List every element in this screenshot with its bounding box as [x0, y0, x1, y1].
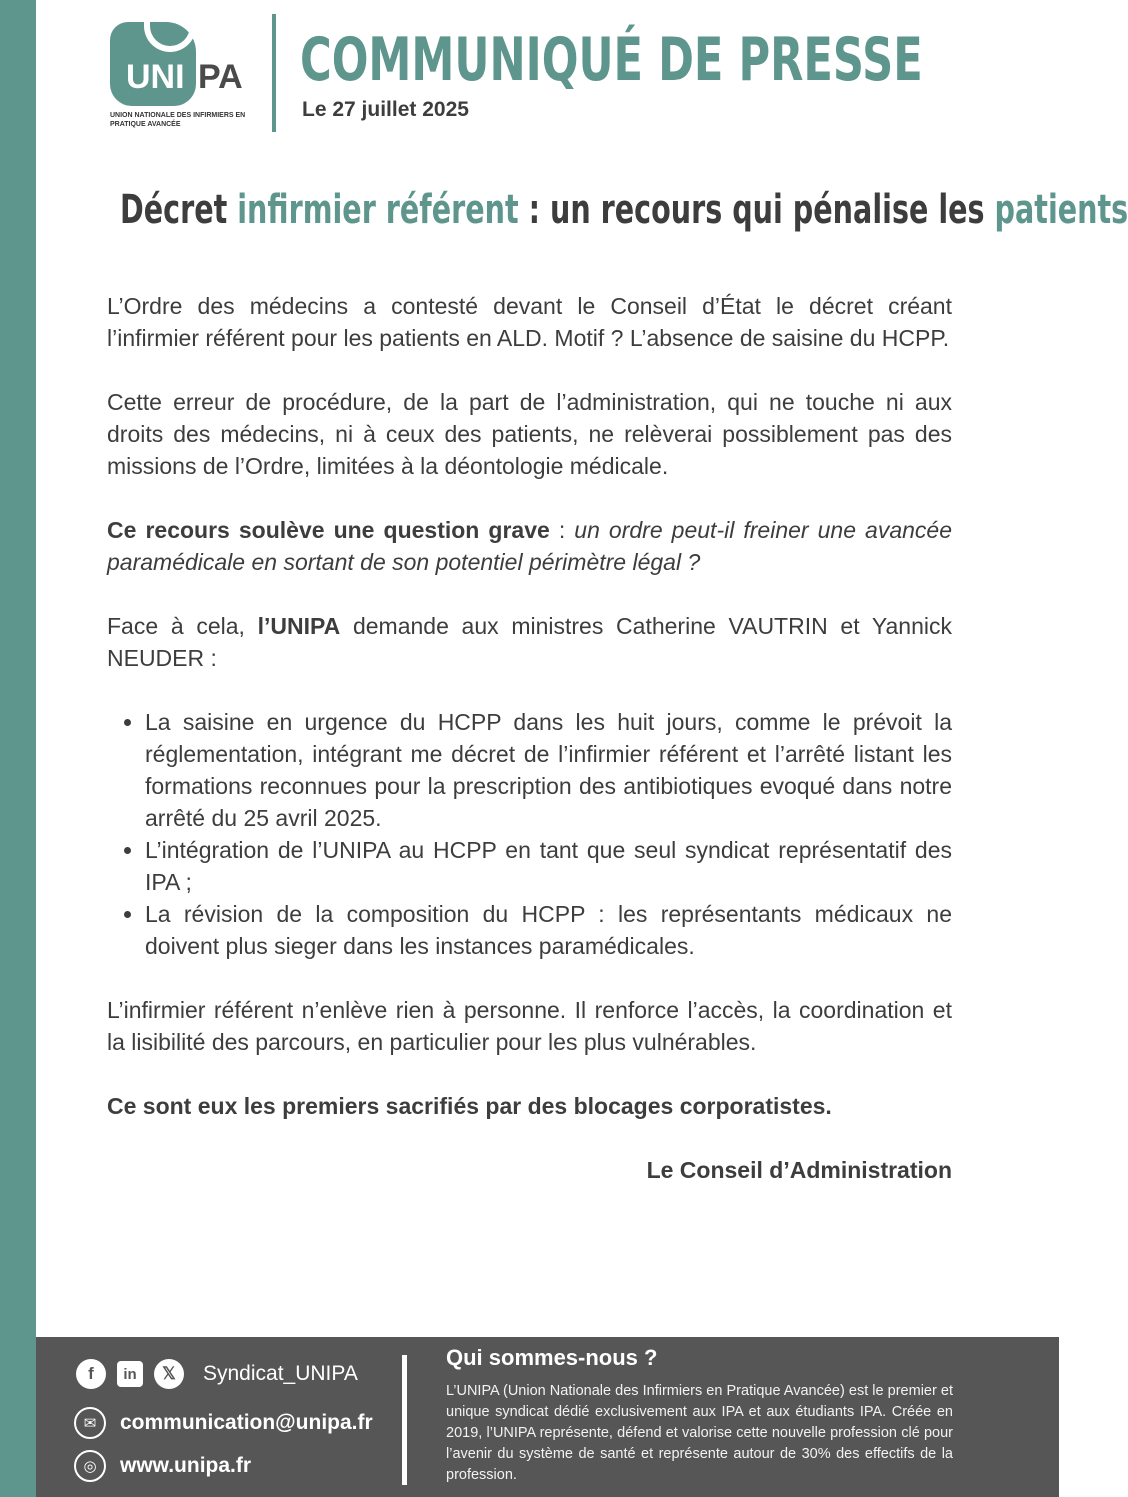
linkedin-icon[interactable]: in — [117, 1361, 143, 1387]
paragraph-4-start: Face à cela, — [107, 613, 258, 639]
email-icon: ✉ — [74, 1407, 106, 1439]
social-links — [76, 1357, 358, 1391]
logo-text-uni: UNI — [126, 58, 185, 96]
facebook-icon[interactable]: f — [76, 1359, 106, 1389]
headline-part2: : un recours qui pénalise les — [518, 187, 995, 233]
closing-statement: Ce sont eux les premiers sacrifiés par des blocages corporatistes. — [107, 1093, 832, 1119]
x-icon[interactable]: 𝕏 — [154, 1359, 184, 1389]
globe-icon: ◎ — [74, 1450, 106, 1482]
headline-accent-1: infirmier référent — [237, 187, 519, 233]
list-item: • La révision de la composition du HCPP : les représentants médicaux ne doivent plus sieger dans les instances paramédicales. — [145, 898, 952, 962]
paragraph-4-end: demande aux ministres Catherine VAUTRIN et Yannick NEUDER : — [107, 613, 952, 671]
list-item: • L’intégration de l’UNIPA au HCPP en tant que seul syndicat représentatif des IPA ; — [145, 834, 952, 898]
logo-swirl — [144, 20, 196, 52]
logo-caption: UNION NATIONALE DES INFIRMIERS EN PRATIQUE AVANCÉE — [110, 112, 246, 128]
email-link[interactable]: communication@unipa.fr — [120, 1411, 373, 1434]
body-text — [107, 290, 952, 1186]
paragraph-3 — [107, 514, 952, 578]
logo-text-pa: PA — [198, 58, 243, 96]
website-link[interactable]: www.unipa.fr — [120, 1454, 252, 1477]
paragraph-3-separator: : — [549, 517, 575, 543]
signature: Le Conseil d’Administration — [646, 1157, 952, 1183]
document-title: COMMUNIQUÉ DE PRESSE — [300, 25, 923, 95]
paragraph-3-bold: Ce recours soulève une question grave — [107, 517, 550, 543]
website-row — [74, 1449, 251, 1483]
paragraph-2: Cette erreur de procédure, de la part de l’administration, qui ne touche ni aux droits des médecins, ni à ceux des patients, ne relèverai possiblement pas des missions de l’Ordre, limitées à la déontologie médicale. — [107, 389, 952, 479]
paragraph-1: L’Ordre des médecins a contesté devant le Conseil d’État le décret créant l’infirmier référent pour les patients en ALD. Motif ? L’absence de saisine du HCPP. — [107, 293, 952, 351]
unipa-logo — [108, 18, 258, 136]
headline-part1: Décret — [120, 187, 238, 233]
about-text: L’UNIPA (Union Nationale des Infirmiers en Pratique Avancée) est le premier et unique syndicat dédié exclusivement aux IPA et aux étudiants IPA. Créée en 2019, l’UNIPA représente, défend et valorise cette nouvelle profession clé pour l’avenir du système de santé et représente autour de 30% des effectifs de la profession. — [446, 1383, 953, 1483]
paragraph-3-italic: un ordre peut-il freiner une avancée paramédicale en sortant de son potentiel périmètre légal ? — [107, 517, 952, 575]
demands-list — [107, 706, 952, 962]
headline — [120, 182, 1128, 238]
paragraph-4 — [107, 610, 952, 674]
headline-accent-2: patients — [994, 187, 1128, 233]
footer-divider — [402, 1355, 407, 1485]
paragraph-5: L’infirmier référent n’enlève rien à personne. Il renforce l’accès, la coordination et la lisibilité des parcours, en particulier pour les plus vulnérables. — [107, 997, 952, 1055]
paragraph-4-bold: l’UNIPA — [257, 613, 341, 639]
about-title: Qui sommes-nous ? — [446, 1345, 658, 1370]
document-date: Le 27 juillet 2025 — [302, 98, 469, 121]
social-handle[interactable]: Syndicat_UNIPA — [203, 1362, 358, 1385]
email-row — [74, 1406, 373, 1440]
list-item: • La saisine en urgence du HCPP dans les huit jours, comme le prévoit la réglementation, intégrant me décret de l’infirmier référent et l’arrêté listant les formations reconnues pour la prescription des antibiotiques evoqué dans notre arrêté du 25 avril 2025. — [145, 706, 952, 834]
header-divider — [272, 14, 276, 132]
side-accent-bar — [0, 0, 36, 1497]
footer — [36, 1337, 1059, 1497]
